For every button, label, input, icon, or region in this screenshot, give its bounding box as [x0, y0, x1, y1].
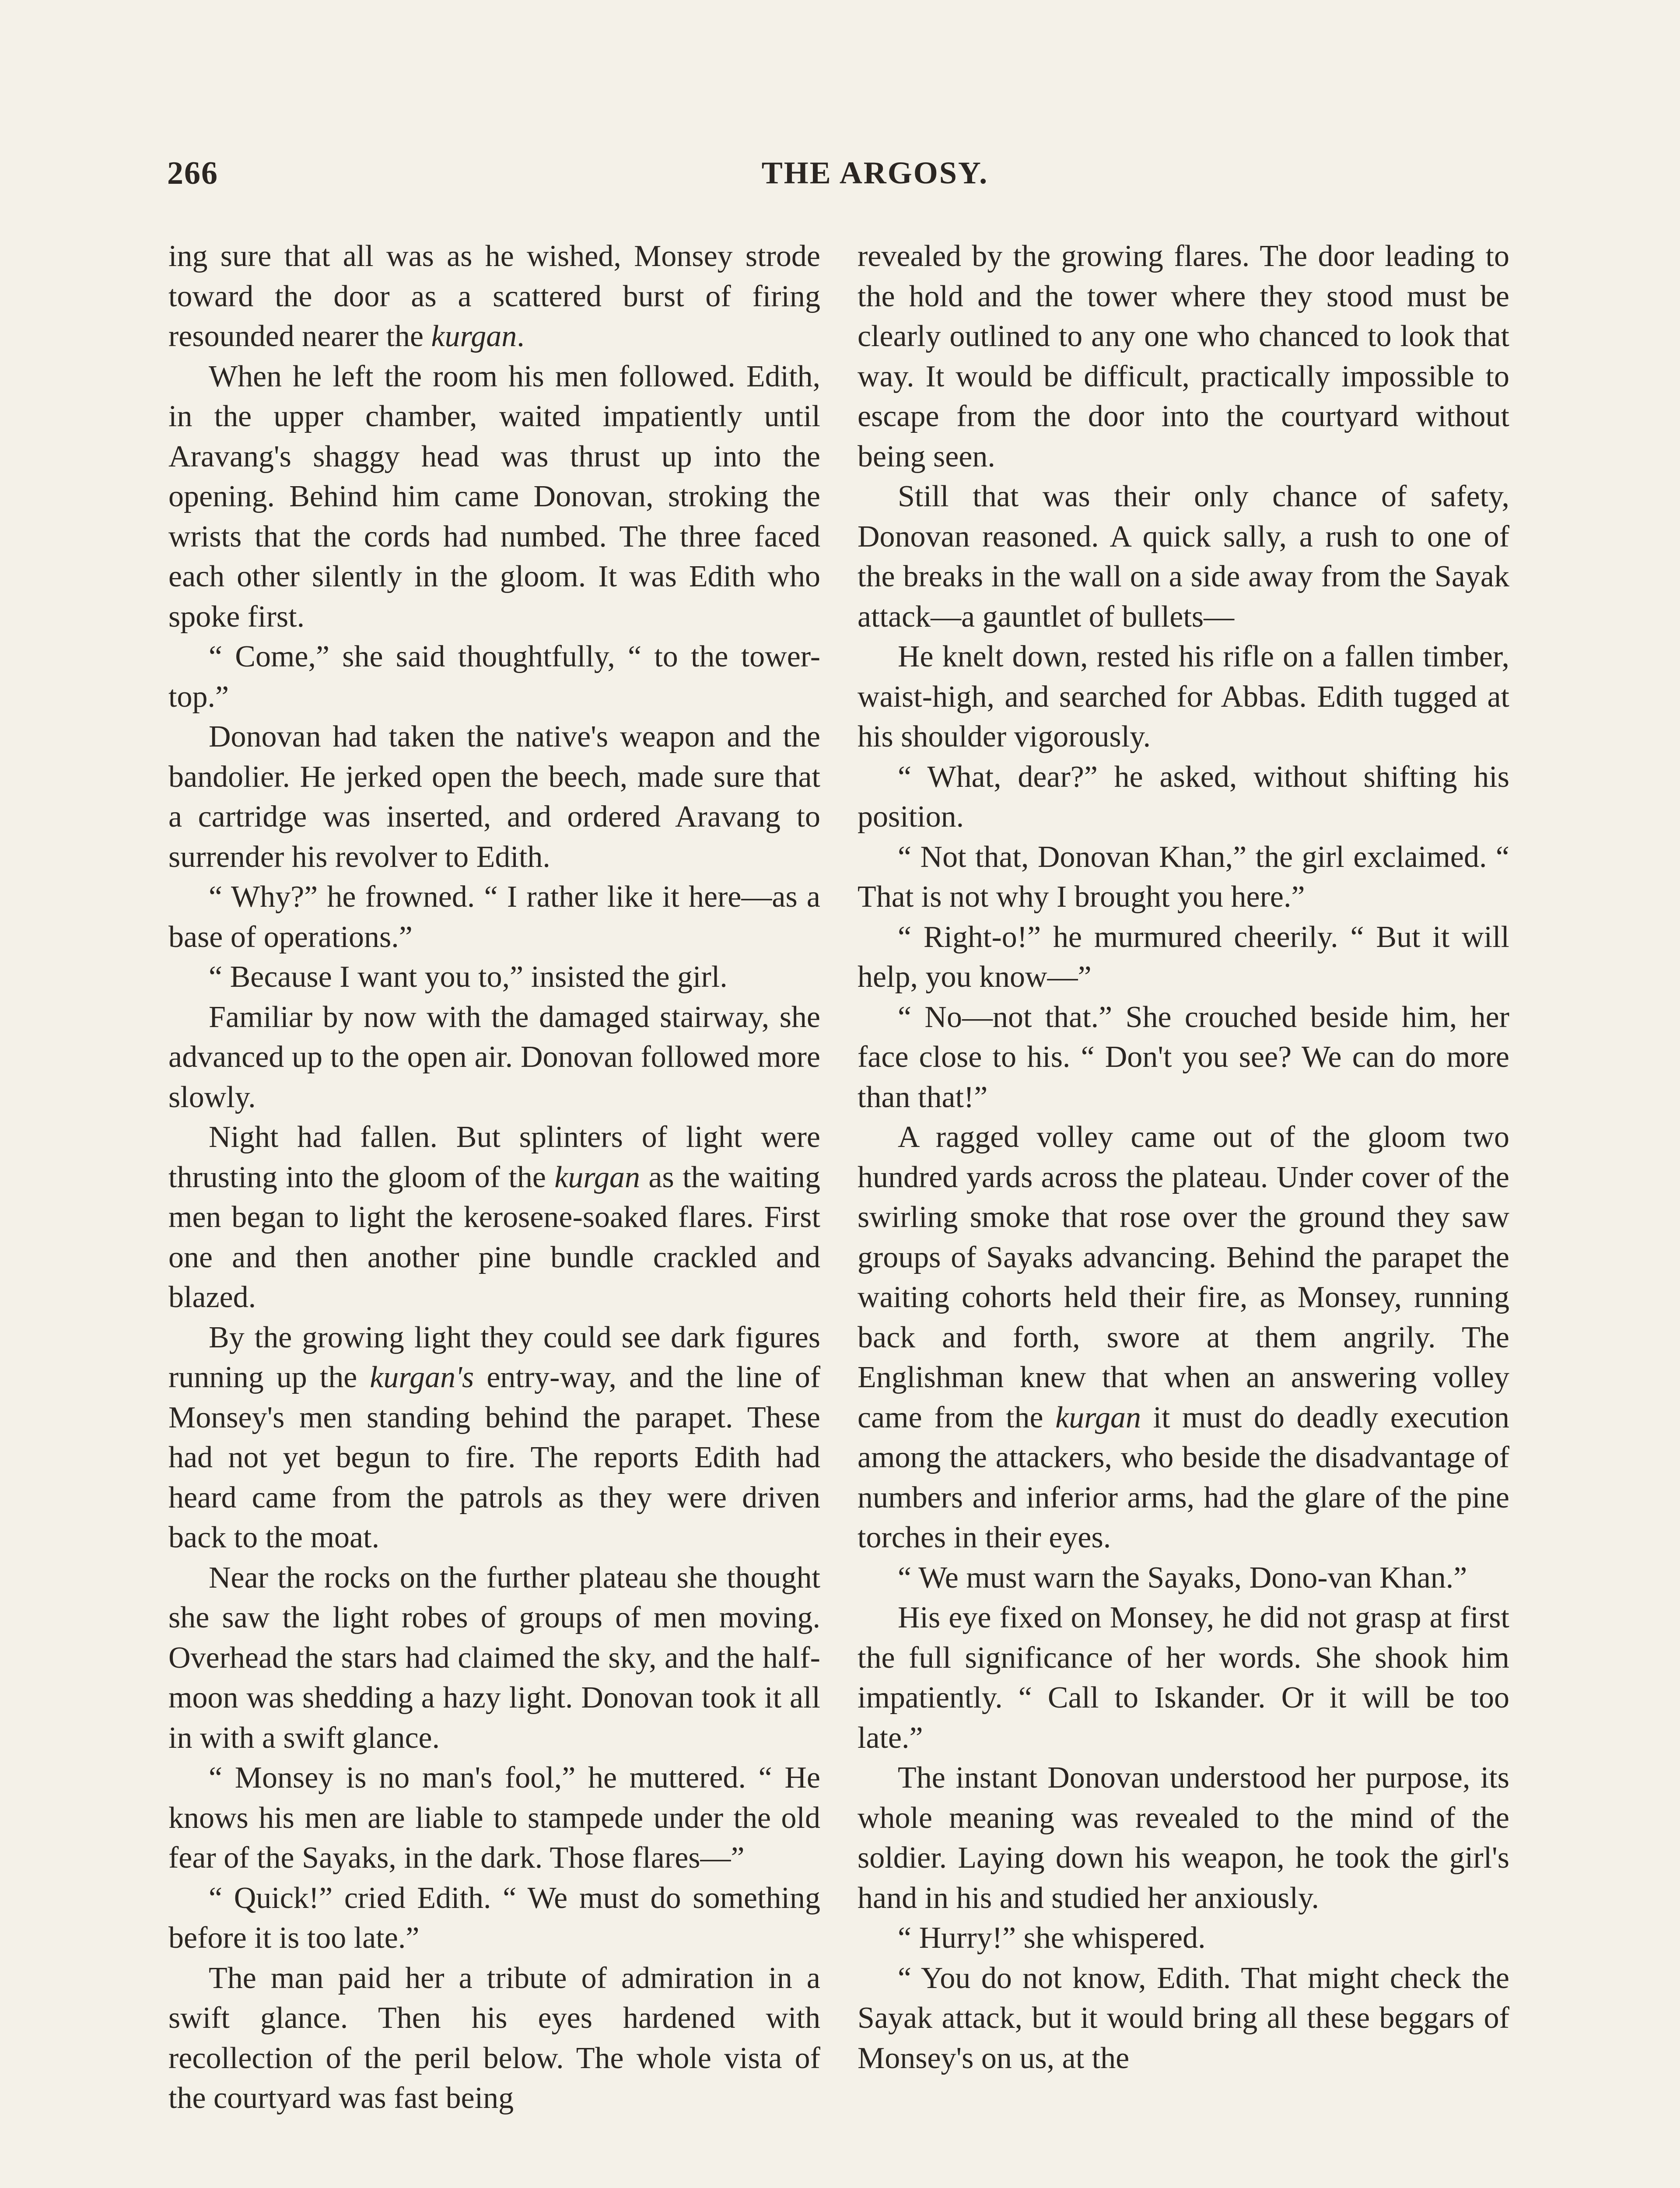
paragraph: He knelt down, rested his rifle on a fallen timber, waist-high, and searched for Abbas. Edith tugged at his shoulder vigorously.: [858, 640, 1509, 754]
paragraph: His eye fixed on Monsey, he did not grasp at first the full significance of her words. She shook him impatiently. “ Call to Iskander. Or it will be too late.”: [858, 1601, 1509, 1755]
paragraph: Near the rocks on the further plateau she thought she saw the light robes of groups of men moving. Overhead the stars had claimed the sky, and the half-moon was shedding a hazy light. Donovan took it all in with a swift glance.: [168, 1560, 820, 1755]
paragraph: “ Monsey is no man's fool,” he muttered. “ He knows his men are liable to stampede under the old fear of the Sayaks, in the dark. Those flares—”: [168, 1761, 820, 1875]
left-column: [168, 236, 820, 2118]
paragraph: “ Come,” she said thoughtfully, “ to the tower-top.”: [168, 640, 820, 714]
paragraph: “ Not that, Donovan Khan,” the girl exclaimed. “ That is not why I brought you here.”: [858, 840, 1509, 914]
paragraph: “ Quick!” cried Edith. “ We must do something before it is too late.”: [168, 1881, 820, 1955]
paragraph: Night had fallen. But splinters of light were thrusting into the gloom of the kurgan as the waiting men began to light the kerosene-soaked flares. First one and then another pine bundle crackled and blazed.: [168, 1120, 820, 1314]
paragraph: revealed by the growing flares. The door leading to the hold and the tower where they stood must be clearly outlined to any one who chanced to look that way. It would be difficult, practically impossible to escape from the door into the courtyard without being seen.: [858, 239, 1509, 473]
paragraph: “ Right-o!” he murmured cheerily. “ But it will help, you know—”: [858, 920, 1509, 994]
right-column: [858, 236, 1509, 2078]
paragraph: Still that was their only chance of safety, Donovan reasoned. A quick sally, a rush to one of the breaks in the wall on a side away from the Sayak attack—a gauntlet of bullets—: [858, 480, 1509, 634]
paragraph: Donovan had taken the native's weapon and the bandolier. He jerked open the beech, made sure that a cartridge was inserted, and ordered Aravang to surrender his revolver to Edith.: [168, 720, 820, 874]
paragraph: “ We must warn the Sayaks, Dono-van Khan.”: [898, 1560, 1467, 1595]
paragraph: “ Hurry!” she whispered.: [898, 1921, 1206, 1955]
paragraph: “ Why?” he frowned. “ I rather like it here—as a base of operations.”: [168, 880, 820, 954]
paragraph: Familiar by now with the damaged stairway, she advanced up to the open air. Donovan followed more slowly.: [168, 1000, 820, 1114]
paragraph: “ Because I want you to,” insisted the girl.: [209, 960, 728, 994]
paragraph: “ You do not know, Edith. That might check the Sayak attack, but it would bring all these beggars of Monsey's on us, at the: [858, 1961, 1509, 2075]
running-head: THE ARGOSY.: [761, 155, 989, 190]
page-number: 266: [167, 155, 218, 191]
paragraph: ing sure that all was as he wished, Monsey strode toward the door as a scattered burst of firing resounded nearer the kurgan.: [168, 239, 820, 353]
paragraph: By the growing light they could see dark figures running up the kurgan's entry-way, and the line of Monsey's men standing behind the parapet. These had not yet begun to fire. The reports Edith had heard came from the patrols as they were driven back to the moat.: [168, 1320, 821, 1554]
paragraph: “ No—not that.” She crouched beside him, her face close to his. “ Don't you see? We can do more than that!”: [858, 1000, 1509, 1114]
paragraph: A ragged volley came out of the gloom two hundred yards across the plateau. Under cover of the swirling smoke that rose over the ground they saw groups of Sayaks advancing. Behind the parapet the waiting cohorts held their fire, as Monsey, running back and forth, swore at them angrily. The Englishman knew that when an answering volley came from the kurgan it must do deadly execution among the attackers, who beside the disadvantage of numbers and inferior arms, had the glare of the pine torches in their eyes.: [858, 1120, 1509, 1554]
paragraph: When he left the room his men followed. Edith, in the upper chamber, waited impatiently until Aravang's shaggy head was thrust up into the opening. Behind him came Donovan, stroking the wrists that the cords had numbed. The three faced each other silently in the gloom. It was Edith who spoke first.: [168, 359, 820, 634]
paragraph: The instant Donovan understood her purpose, its whole meaning was revealed to the mind of the soldier. Laying down his weapon, he took the girl's hand in his and studied her anxiously.: [858, 1761, 1509, 1915]
paragraph: The man paid her a tribute of admiration in a swift glance. Then his eyes hardened with recollection of the peril below. The whole vista of the courtyard was fast being: [168, 1961, 820, 2115]
paragraph: “ What, dear?” he asked, without shifting his position.: [858, 760, 1509, 834]
